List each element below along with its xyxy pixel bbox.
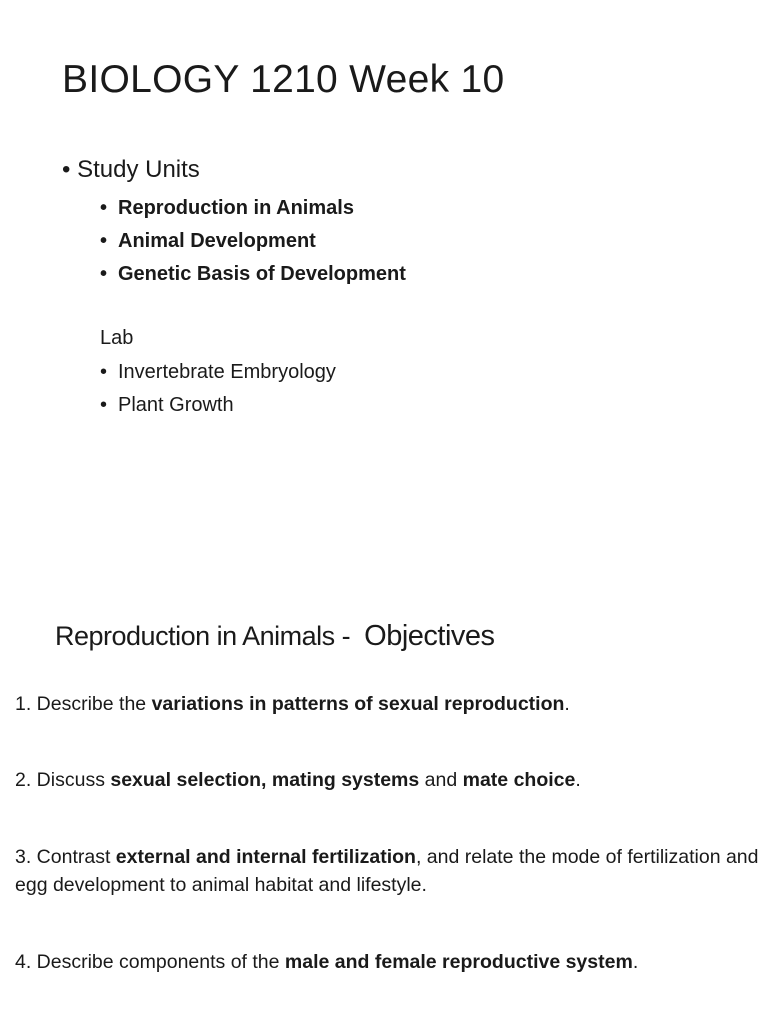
- list-item: • Invertebrate Embryology: [100, 361, 336, 383]
- objective-4: 4. Describe components of the male and female reproductive system.: [15, 951, 639, 973]
- objective-2: 2. Discuss sexual selection, mating systems and mate choice.: [15, 769, 581, 791]
- bullet-dot: •: [62, 156, 78, 183]
- objectives-title-main: Reproduction in Animals -: [55, 621, 351, 651]
- list-item: • Genetic Basis of Development: [100, 263, 406, 285]
- list-item: • Plant Growth: [100, 394, 234, 416]
- lab-list: [100, 358, 336, 424]
- slide-title: BIOLOGY 1210 Week 10: [62, 58, 505, 101]
- list-item: • Reproduction in Animals: [100, 197, 354, 219]
- lab-heading: Lab: [100, 327, 134, 349]
- objective-3: 3. Contrast external and internal fertilization, and relate the mode of fertilization and egg development to animal habitat and lifestyle.: [15, 846, 759, 896]
- study-units-label: Study Units: [77, 156, 200, 183]
- list-item: • Animal Development: [100, 230, 316, 252]
- objectives-title-word: Objectives: [364, 620, 495, 652]
- study-units-list: [100, 194, 406, 293]
- objective-1: 1. Describe the variations in patterns of sexual reproduction.: [15, 693, 570, 715]
- objectives-title: [55, 620, 495, 653]
- study-units-bullet: [62, 156, 200, 184]
